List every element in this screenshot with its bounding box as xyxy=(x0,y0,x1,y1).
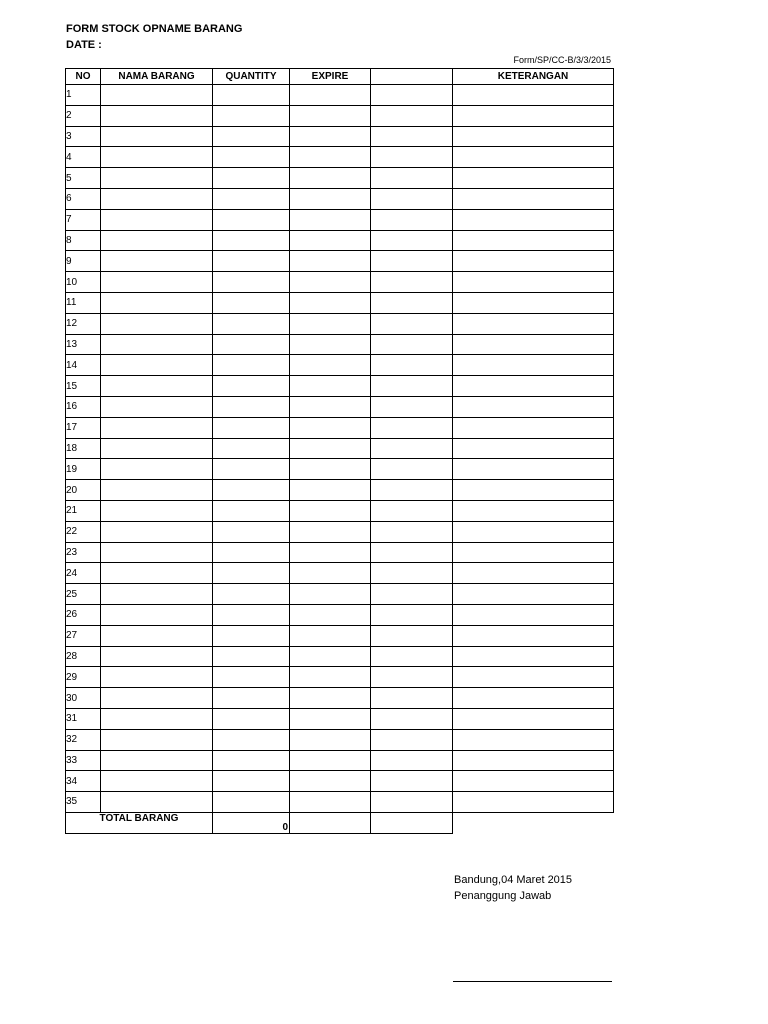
signature-line xyxy=(453,981,612,982)
nama-barang-cell[interactable] xyxy=(101,584,213,605)
row-no: 29 xyxy=(66,667,101,688)
row-no: 14 xyxy=(66,355,101,376)
keterangan-cell[interactable] xyxy=(453,792,614,813)
expire-cell[interactable] xyxy=(290,750,371,771)
quantity-cell[interactable] xyxy=(213,272,290,293)
col-header-expire: EXPIRE xyxy=(290,69,371,85)
expire-cell[interactable] xyxy=(290,459,371,480)
quantity-cell[interactable] xyxy=(213,313,290,334)
table-row xyxy=(66,105,614,126)
keterangan-cell[interactable] xyxy=(453,147,614,168)
nama-barang-cell[interactable] xyxy=(101,396,213,417)
keterangan-cell[interactable] xyxy=(453,168,614,189)
table-row xyxy=(66,147,614,168)
keterangan-cell[interactable] xyxy=(453,126,614,147)
table-row xyxy=(66,188,614,209)
row-no: 15 xyxy=(66,376,101,397)
row-no: 9 xyxy=(66,251,101,272)
blank-cell[interactable] xyxy=(371,209,453,230)
expire-cell[interactable] xyxy=(290,105,371,126)
quantity-cell[interactable] xyxy=(213,292,290,313)
quantity-cell[interactable] xyxy=(213,438,290,459)
nama-barang-cell[interactable] xyxy=(101,646,213,667)
row-no: 12 xyxy=(66,313,101,334)
blank-cell[interactable] xyxy=(371,542,453,563)
expire-cell[interactable] xyxy=(290,792,371,813)
expire-cell[interactable] xyxy=(290,209,371,230)
table-row xyxy=(66,355,614,376)
quantity-cell[interactable] xyxy=(213,396,290,417)
blank-cell[interactable] xyxy=(371,230,453,251)
quantity-cell[interactable] xyxy=(213,355,290,376)
total-blank-cell[interactable] xyxy=(371,812,453,833)
keterangan-cell[interactable] xyxy=(453,188,614,209)
blank-cell[interactable] xyxy=(371,459,453,480)
quantity-cell[interactable] xyxy=(213,126,290,147)
table-row xyxy=(66,688,614,709)
keterangan-cell[interactable] xyxy=(453,292,614,313)
keterangan-cell[interactable] xyxy=(453,584,614,605)
row-no: 26 xyxy=(66,604,101,625)
row-no: 32 xyxy=(66,729,101,750)
table-row xyxy=(66,168,614,189)
expire-cell[interactable] xyxy=(290,625,371,646)
expire-cell[interactable] xyxy=(290,376,371,397)
row-no: 4 xyxy=(66,147,101,168)
col-header-keterangan: KETERANGAN xyxy=(453,69,614,85)
table-row xyxy=(66,667,614,688)
col-header-nama-barang: NAMA BARANG xyxy=(101,69,213,85)
row-no: 10 xyxy=(66,272,101,293)
blank-cell[interactable] xyxy=(371,396,453,417)
quantity-cell[interactable] xyxy=(213,480,290,501)
form-code: Form/SP/CC-B/3/3/2015 xyxy=(513,55,611,65)
table-row xyxy=(66,708,614,729)
blank-cell[interactable] xyxy=(371,188,453,209)
keterangan-cell[interactable] xyxy=(453,563,614,584)
keterangan-cell[interactable] xyxy=(453,459,614,480)
keterangan-cell[interactable] xyxy=(453,251,614,272)
row-no: 3 xyxy=(66,126,101,147)
expire-cell[interactable] xyxy=(290,313,371,334)
nama-barang-cell[interactable] xyxy=(101,168,213,189)
expire-cell[interactable] xyxy=(290,188,371,209)
keterangan-cell[interactable] xyxy=(453,708,614,729)
blank-cell[interactable] xyxy=(371,563,453,584)
quantity-cell[interactable] xyxy=(213,708,290,729)
blank-cell[interactable] xyxy=(371,584,453,605)
quantity-cell[interactable] xyxy=(213,729,290,750)
keterangan-cell[interactable] xyxy=(453,85,614,106)
quantity-cell[interactable] xyxy=(213,168,290,189)
row-no: 30 xyxy=(66,688,101,709)
table-row xyxy=(66,750,614,771)
row-no: 18 xyxy=(66,438,101,459)
blank-cell[interactable] xyxy=(371,792,453,813)
row-no: 6 xyxy=(66,188,101,209)
blank-cell[interactable] xyxy=(371,85,453,106)
quantity-cell[interactable] xyxy=(213,563,290,584)
quantity-cell[interactable] xyxy=(213,792,290,813)
keterangan-cell[interactable] xyxy=(453,667,614,688)
quantity-cell[interactable] xyxy=(213,147,290,168)
row-no: 11 xyxy=(66,292,101,313)
quantity-cell[interactable] xyxy=(213,604,290,625)
keterangan-cell[interactable] xyxy=(453,480,614,501)
nama-barang-cell[interactable] xyxy=(101,251,213,272)
expire-cell[interactable] xyxy=(290,417,371,438)
quantity-cell[interactable] xyxy=(213,188,290,209)
total-empty-space xyxy=(453,812,614,833)
nama-barang-cell[interactable] xyxy=(101,147,213,168)
nama-barang-cell[interactable] xyxy=(101,729,213,750)
keterangan-cell[interactable] xyxy=(453,729,614,750)
nama-barang-cell[interactable] xyxy=(101,292,213,313)
col-header-quantity: QUANTITY xyxy=(213,69,290,85)
table-row xyxy=(66,334,614,355)
nama-barang-cell[interactable] xyxy=(101,563,213,584)
nama-barang-cell[interactable] xyxy=(101,750,213,771)
quantity-cell[interactable] xyxy=(213,209,290,230)
keterangan-cell[interactable] xyxy=(453,771,614,792)
expire-cell[interactable] xyxy=(290,126,371,147)
nama-barang-cell[interactable] xyxy=(101,521,213,542)
blank-cell[interactable] xyxy=(371,272,453,293)
row-no: 27 xyxy=(66,625,101,646)
expire-cell[interactable] xyxy=(290,334,371,355)
expire-cell[interactable] xyxy=(290,688,371,709)
blank-cell[interactable] xyxy=(371,438,453,459)
blank-cell[interactable] xyxy=(371,355,453,376)
keterangan-cell[interactable] xyxy=(453,625,614,646)
expire-cell[interactable] xyxy=(290,708,371,729)
nama-barang-cell[interactable] xyxy=(101,85,213,106)
keterangan-cell[interactable] xyxy=(453,750,614,771)
keterangan-cell[interactable] xyxy=(453,604,614,625)
table-row xyxy=(66,584,614,605)
form-title: FORM STOCK OPNAME BARANG xyxy=(66,23,243,35)
blank-cell[interactable] xyxy=(371,105,453,126)
table-row xyxy=(66,646,614,667)
row-no: 23 xyxy=(66,542,101,563)
table-row xyxy=(66,272,614,293)
nama-barang-cell[interactable] xyxy=(101,126,213,147)
quantity-cell[interactable] xyxy=(213,584,290,605)
keterangan-cell[interactable] xyxy=(453,646,614,667)
row-no: 7 xyxy=(66,209,101,230)
total-row xyxy=(66,812,614,833)
row-no: 19 xyxy=(66,459,101,480)
expire-cell[interactable] xyxy=(290,438,371,459)
quantity-cell[interactable] xyxy=(213,500,290,521)
keterangan-cell[interactable] xyxy=(453,417,614,438)
blank-cell[interactable] xyxy=(371,334,453,355)
quantity-cell[interactable] xyxy=(213,646,290,667)
blank-cell[interactable] xyxy=(371,521,453,542)
nama-barang-cell[interactable] xyxy=(101,542,213,563)
col-header-no: NO xyxy=(66,69,101,85)
keterangan-cell[interactable] xyxy=(453,334,614,355)
table-row xyxy=(66,209,614,230)
row-no: 16 xyxy=(66,396,101,417)
nama-barang-cell[interactable] xyxy=(101,376,213,397)
col-header-blank xyxy=(371,69,453,85)
keterangan-cell[interactable] xyxy=(453,209,614,230)
nama-barang-cell[interactable] xyxy=(101,771,213,792)
row-no: 35 xyxy=(66,792,101,813)
expire-cell[interactable] xyxy=(290,500,371,521)
expire-cell[interactable] xyxy=(290,85,371,106)
table-row xyxy=(66,85,614,106)
expire-cell[interactable] xyxy=(290,729,371,750)
quantity-cell[interactable] xyxy=(213,459,290,480)
table-header-row xyxy=(66,69,614,85)
keterangan-cell[interactable] xyxy=(453,396,614,417)
blank-cell[interactable] xyxy=(371,604,453,625)
keterangan-cell[interactable] xyxy=(453,105,614,126)
expire-cell[interactable] xyxy=(290,355,371,376)
quantity-cell[interactable] xyxy=(213,334,290,355)
row-no: 25 xyxy=(66,584,101,605)
nama-barang-cell[interactable] xyxy=(101,688,213,709)
keterangan-cell[interactable] xyxy=(453,272,614,293)
nama-barang-cell[interactable] xyxy=(101,313,213,334)
table-row xyxy=(66,376,614,397)
table-row xyxy=(66,500,614,521)
expire-cell[interactable] xyxy=(290,667,371,688)
blank-cell[interactable] xyxy=(371,313,453,334)
table-row xyxy=(66,604,614,625)
expire-cell[interactable] xyxy=(290,584,371,605)
signature-place-date: Bandung,04 Maret 2015 xyxy=(454,874,573,886)
blank-cell[interactable] xyxy=(371,251,453,272)
table-row xyxy=(66,521,614,542)
blank-cell[interactable] xyxy=(371,147,453,168)
blank-cell[interactable] xyxy=(371,667,453,688)
blank-cell[interactable] xyxy=(371,750,453,771)
quantity-cell[interactable] xyxy=(213,667,290,688)
table-row xyxy=(66,396,614,417)
blank-cell[interactable] xyxy=(371,708,453,729)
expire-cell[interactable] xyxy=(290,168,371,189)
expire-cell[interactable] xyxy=(290,251,371,272)
table-row xyxy=(66,771,614,792)
nama-barang-cell[interactable] xyxy=(101,480,213,501)
quantity-cell[interactable] xyxy=(213,105,290,126)
quantity-cell[interactable] xyxy=(213,230,290,251)
row-no: 2 xyxy=(66,105,101,126)
nama-barang-cell[interactable] xyxy=(101,792,213,813)
expire-cell[interactable] xyxy=(290,604,371,625)
keterangan-cell[interactable] xyxy=(453,355,614,376)
row-no: 34 xyxy=(66,771,101,792)
keterangan-cell[interactable] xyxy=(453,313,614,334)
row-no: 31 xyxy=(66,708,101,729)
expire-cell[interactable] xyxy=(290,563,371,584)
expire-cell[interactable] xyxy=(290,480,371,501)
table-row xyxy=(66,438,614,459)
expire-cell[interactable] xyxy=(290,230,371,251)
row-no: 8 xyxy=(66,230,101,251)
blank-cell[interactable] xyxy=(371,376,453,397)
table-row xyxy=(66,563,614,584)
row-no: 17 xyxy=(66,417,101,438)
nama-barang-cell[interactable] xyxy=(101,272,213,293)
stock-table xyxy=(65,68,614,834)
nama-barang-cell[interactable] xyxy=(101,334,213,355)
keterangan-cell[interactable] xyxy=(453,438,614,459)
row-no: 1 xyxy=(66,85,101,106)
row-no: 22 xyxy=(66,521,101,542)
nama-barang-cell[interactable] xyxy=(101,500,213,521)
keterangan-cell[interactable] xyxy=(453,688,614,709)
table-row xyxy=(66,251,614,272)
quantity-cell[interactable] xyxy=(213,251,290,272)
blank-cell[interactable] xyxy=(371,292,453,313)
expire-cell[interactable] xyxy=(290,521,371,542)
blank-cell[interactable] xyxy=(371,625,453,646)
table-row xyxy=(66,792,614,813)
row-no: 13 xyxy=(66,334,101,355)
blank-cell[interactable] xyxy=(371,500,453,521)
table-row xyxy=(66,313,614,334)
total-expire-cell[interactable] xyxy=(290,812,371,833)
expire-cell[interactable] xyxy=(290,292,371,313)
keterangan-cell[interactable] xyxy=(453,376,614,397)
nama-barang-cell[interactable] xyxy=(101,438,213,459)
table-row xyxy=(66,292,614,313)
blank-cell[interactable] xyxy=(371,771,453,792)
expire-cell[interactable] xyxy=(290,272,371,293)
table-row xyxy=(66,729,614,750)
signature-role: Penanggung Jawab xyxy=(454,890,552,902)
blank-cell[interactable] xyxy=(371,168,453,189)
table-row xyxy=(66,126,614,147)
quantity-cell[interactable] xyxy=(213,771,290,792)
quantity-cell[interactable] xyxy=(213,625,290,646)
date-label: DATE : xyxy=(66,39,102,51)
blank-cell[interactable] xyxy=(371,480,453,501)
table-row xyxy=(66,625,614,646)
nama-barang-cell[interactable] xyxy=(101,625,213,646)
blank-cell[interactable] xyxy=(371,417,453,438)
quantity-cell[interactable] xyxy=(213,85,290,106)
keterangan-cell[interactable] xyxy=(453,542,614,563)
quantity-cell[interactable] xyxy=(213,542,290,563)
quantity-cell[interactable] xyxy=(213,688,290,709)
table-row xyxy=(66,230,614,251)
keterangan-cell[interactable] xyxy=(453,521,614,542)
expire-cell[interactable] xyxy=(290,542,371,563)
row-no: 24 xyxy=(66,563,101,584)
total-label: TOTAL BARANG xyxy=(66,812,213,833)
nama-barang-cell[interactable] xyxy=(101,355,213,376)
nama-barang-cell[interactable] xyxy=(101,188,213,209)
blank-cell[interactable] xyxy=(371,729,453,750)
row-no: 28 xyxy=(66,646,101,667)
nama-barang-cell[interactable] xyxy=(101,230,213,251)
expire-cell[interactable] xyxy=(290,771,371,792)
blank-cell[interactable] xyxy=(371,126,453,147)
nama-barang-cell[interactable] xyxy=(101,209,213,230)
row-no: 21 xyxy=(66,500,101,521)
row-no: 20 xyxy=(66,480,101,501)
quantity-cell[interactable] xyxy=(213,376,290,397)
blank-cell[interactable] xyxy=(371,646,453,667)
nama-barang-cell[interactable] xyxy=(101,708,213,729)
table-row xyxy=(66,459,614,480)
total-value[interactable]: 0 xyxy=(213,812,290,833)
nama-barang-cell[interactable] xyxy=(101,105,213,126)
quantity-cell[interactable] xyxy=(213,750,290,771)
quantity-cell[interactable] xyxy=(213,521,290,542)
table-row xyxy=(66,542,614,563)
table-row xyxy=(66,417,614,438)
keterangan-cell[interactable] xyxy=(453,230,614,251)
nama-barang-cell[interactable] xyxy=(101,417,213,438)
nama-barang-cell[interactable] xyxy=(101,604,213,625)
quantity-cell[interactable] xyxy=(213,417,290,438)
expire-cell[interactable] xyxy=(290,396,371,417)
blank-cell[interactable] xyxy=(371,688,453,709)
row-no: 5 xyxy=(66,168,101,189)
row-no: 33 xyxy=(66,750,101,771)
nama-barang-cell[interactable] xyxy=(101,459,213,480)
expire-cell[interactable] xyxy=(290,147,371,168)
table-row xyxy=(66,480,614,501)
keterangan-cell[interactable] xyxy=(453,500,614,521)
expire-cell[interactable] xyxy=(290,646,371,667)
nama-barang-cell[interactable] xyxy=(101,667,213,688)
